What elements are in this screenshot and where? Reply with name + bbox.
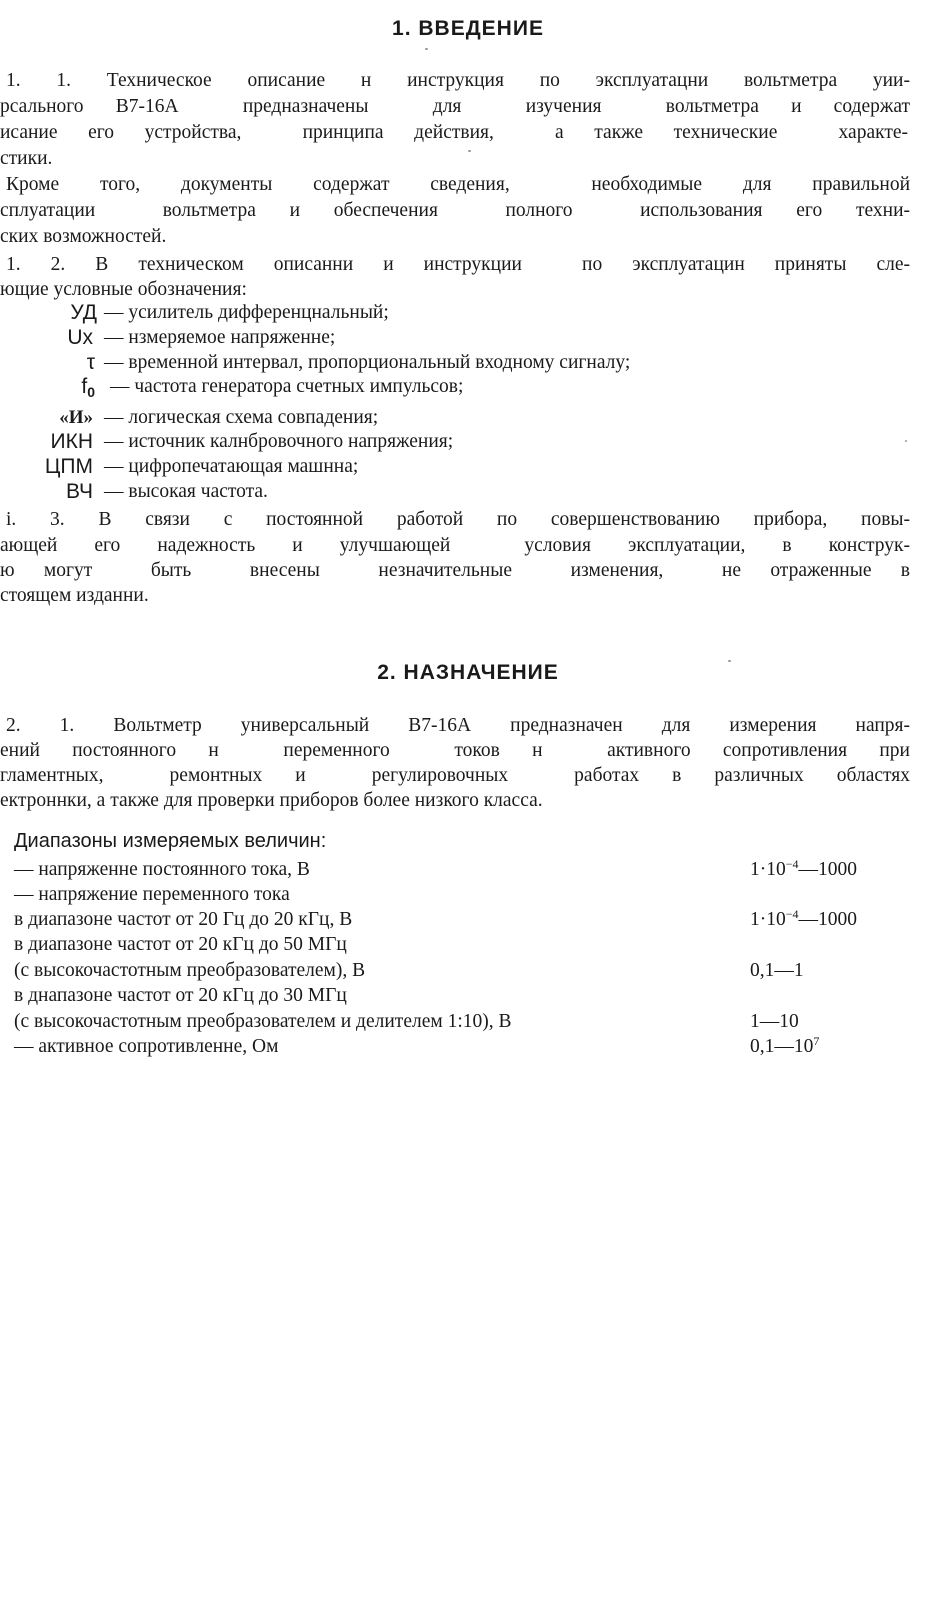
paragraph-1-1-line-4: стики. <box>0 148 53 169</box>
paragraph-1-3-line-3: ю могут быть внесены незначительные изменения, не отраженные в <box>0 560 910 581</box>
range-label: (с высокочастотным преобразователем), В <box>14 960 366 981</box>
paragraph-1-3-line-4: стоящем изданни. <box>0 585 149 606</box>
scan-speck <box>468 150 471 152</box>
scan-speck <box>425 48 428 50</box>
abbreviation-description: — нзмеряемое напряженне; <box>104 327 336 348</box>
abbreviation-term: «И» <box>59 407 93 428</box>
scan-speck <box>728 660 731 662</box>
abbreviation-description: — временной интервал, пропорциональный входному сигналу; <box>104 352 631 373</box>
paragraph-2-1-line-4: ектроннки, а также для проверки приборов более низкого класса. <box>0 790 543 811</box>
range-value-base: 0,1—10 <box>750 1036 814 1057</box>
abbreviation-term: τ <box>86 351 95 374</box>
range-label: — напряженне постоянного тока, В <box>14 859 310 880</box>
abbreviation-description: — цифропечатающая машнна; <box>104 456 359 477</box>
ranges-title: Диапазоны измеряемых величин: <box>14 830 327 852</box>
range-value <box>750 1034 819 1060</box>
paragraph-1-1b-line-1: Кроме того, документы содержат сведения, необходимые для правильной <box>6 174 910 195</box>
paragraph-1-1b-line-2: сплуатации вольтметра и обеспечения полного использования его техни- <box>0 200 910 221</box>
paragraph-1-3-line-1: і. 3. В связи с постоянной работой по совершенствованию прибора, повы- <box>6 509 910 530</box>
abbreviation-description: — усилитель дифференцнальный; <box>104 302 389 323</box>
abbreviation-description: — логическая схема совпадения; <box>104 407 379 428</box>
abbreviation-term: Ux <box>67 326 93 349</box>
range-value-exponent: −4 <box>785 907 799 921</box>
range-value: 0,1—1 <box>750 960 804 981</box>
paragraph-1-3-line-2: ающей его надежность и улучшающей условия эксплуатации, в конструк- <box>0 535 910 556</box>
abbreviation-term-with-subscript <box>0 374 95 400</box>
section-1-heading: 1. ВВЕДЕНИЕ <box>392 17 544 40</box>
abbreviation-subscript: 0 <box>87 384 95 400</box>
abbreviation-term: f <box>81 375 88 398</box>
paragraph-1-1b-line-3: ских возможностей. <box>0 226 167 247</box>
paragraph-1-1-line-2: рсального В7-16А предназначены для изучения вольтметра и содержат <box>0 96 910 117</box>
range-label: — активное сопротивленне, Ом <box>14 1036 279 1057</box>
range-value: 1—10 <box>750 1011 799 1032</box>
abbreviation-description: — высокая частота. <box>104 481 268 502</box>
range-value-exponent: −4 <box>785 857 799 871</box>
abbreviation-description: — частота генератора счетных импульсов; <box>110 376 464 397</box>
paragraph-1-1-line-1: 1. 1. Техническое описание н инструкция по эксплуатацни вольтметра уии- <box>6 70 910 91</box>
paragraph-1-2-line-2: ющие условные обозначения: <box>0 279 247 300</box>
range-value-tail: —1000 <box>798 909 858 930</box>
abbreviation-description: — источник калнбровочного напряжения; <box>104 431 454 452</box>
paragraph-1-2-line-1: 1. 2. В техническом описанни и инструкции по эксплуатацин приняты сле- <box>6 254 910 275</box>
paragraph-2-1-line-2: ений постоянного н переменного токов н активного сопротивления при <box>0 740 910 761</box>
range-value <box>750 857 857 883</box>
range-label: в диапазоне частот от 20 кГц до 50 МГц <box>14 934 347 955</box>
scan-speck <box>905 440 907 442</box>
range-value-exponent: 7 <box>813 1034 820 1048</box>
range-value-tail: —1000 <box>798 859 858 880</box>
range-label: в диапазоне частот от 20 Гц до 20 кГц, В <box>14 909 353 930</box>
range-value-base: 1·10 <box>750 859 786 880</box>
range-value-base: 1·10 <box>750 909 786 930</box>
abbreviation-term: УД <box>70 301 97 324</box>
range-label: — напряжение переменного тока <box>14 884 290 905</box>
range-label: (с высокочастотным преобразователем и делителем 1:10), В <box>14 1011 512 1032</box>
abbreviation-term: ЦПМ <box>44 455 93 478</box>
abbreviation-term: ВЧ <box>65 480 93 503</box>
abbreviation-term: ИКН <box>50 430 93 453</box>
range-value <box>750 907 857 933</box>
range-label: в днапазоне частот от 20 кГц до 30 МГц <box>14 985 347 1006</box>
paragraph-1-1-line-3: исание его устройства, принципа действия, а также технические характе- <box>0 122 908 143</box>
paragraph-2-1-line-1: 2. 1. Вольтметр универсальный В7-16А предназначен для измерения напря- <box>6 715 910 736</box>
paragraph-2-1-line-3: гламентных, ремонтных и регулировочных работах в различных областях <box>0 765 910 786</box>
section-2-heading: 2. НАЗНАЧЕНИЕ <box>377 661 559 684</box>
